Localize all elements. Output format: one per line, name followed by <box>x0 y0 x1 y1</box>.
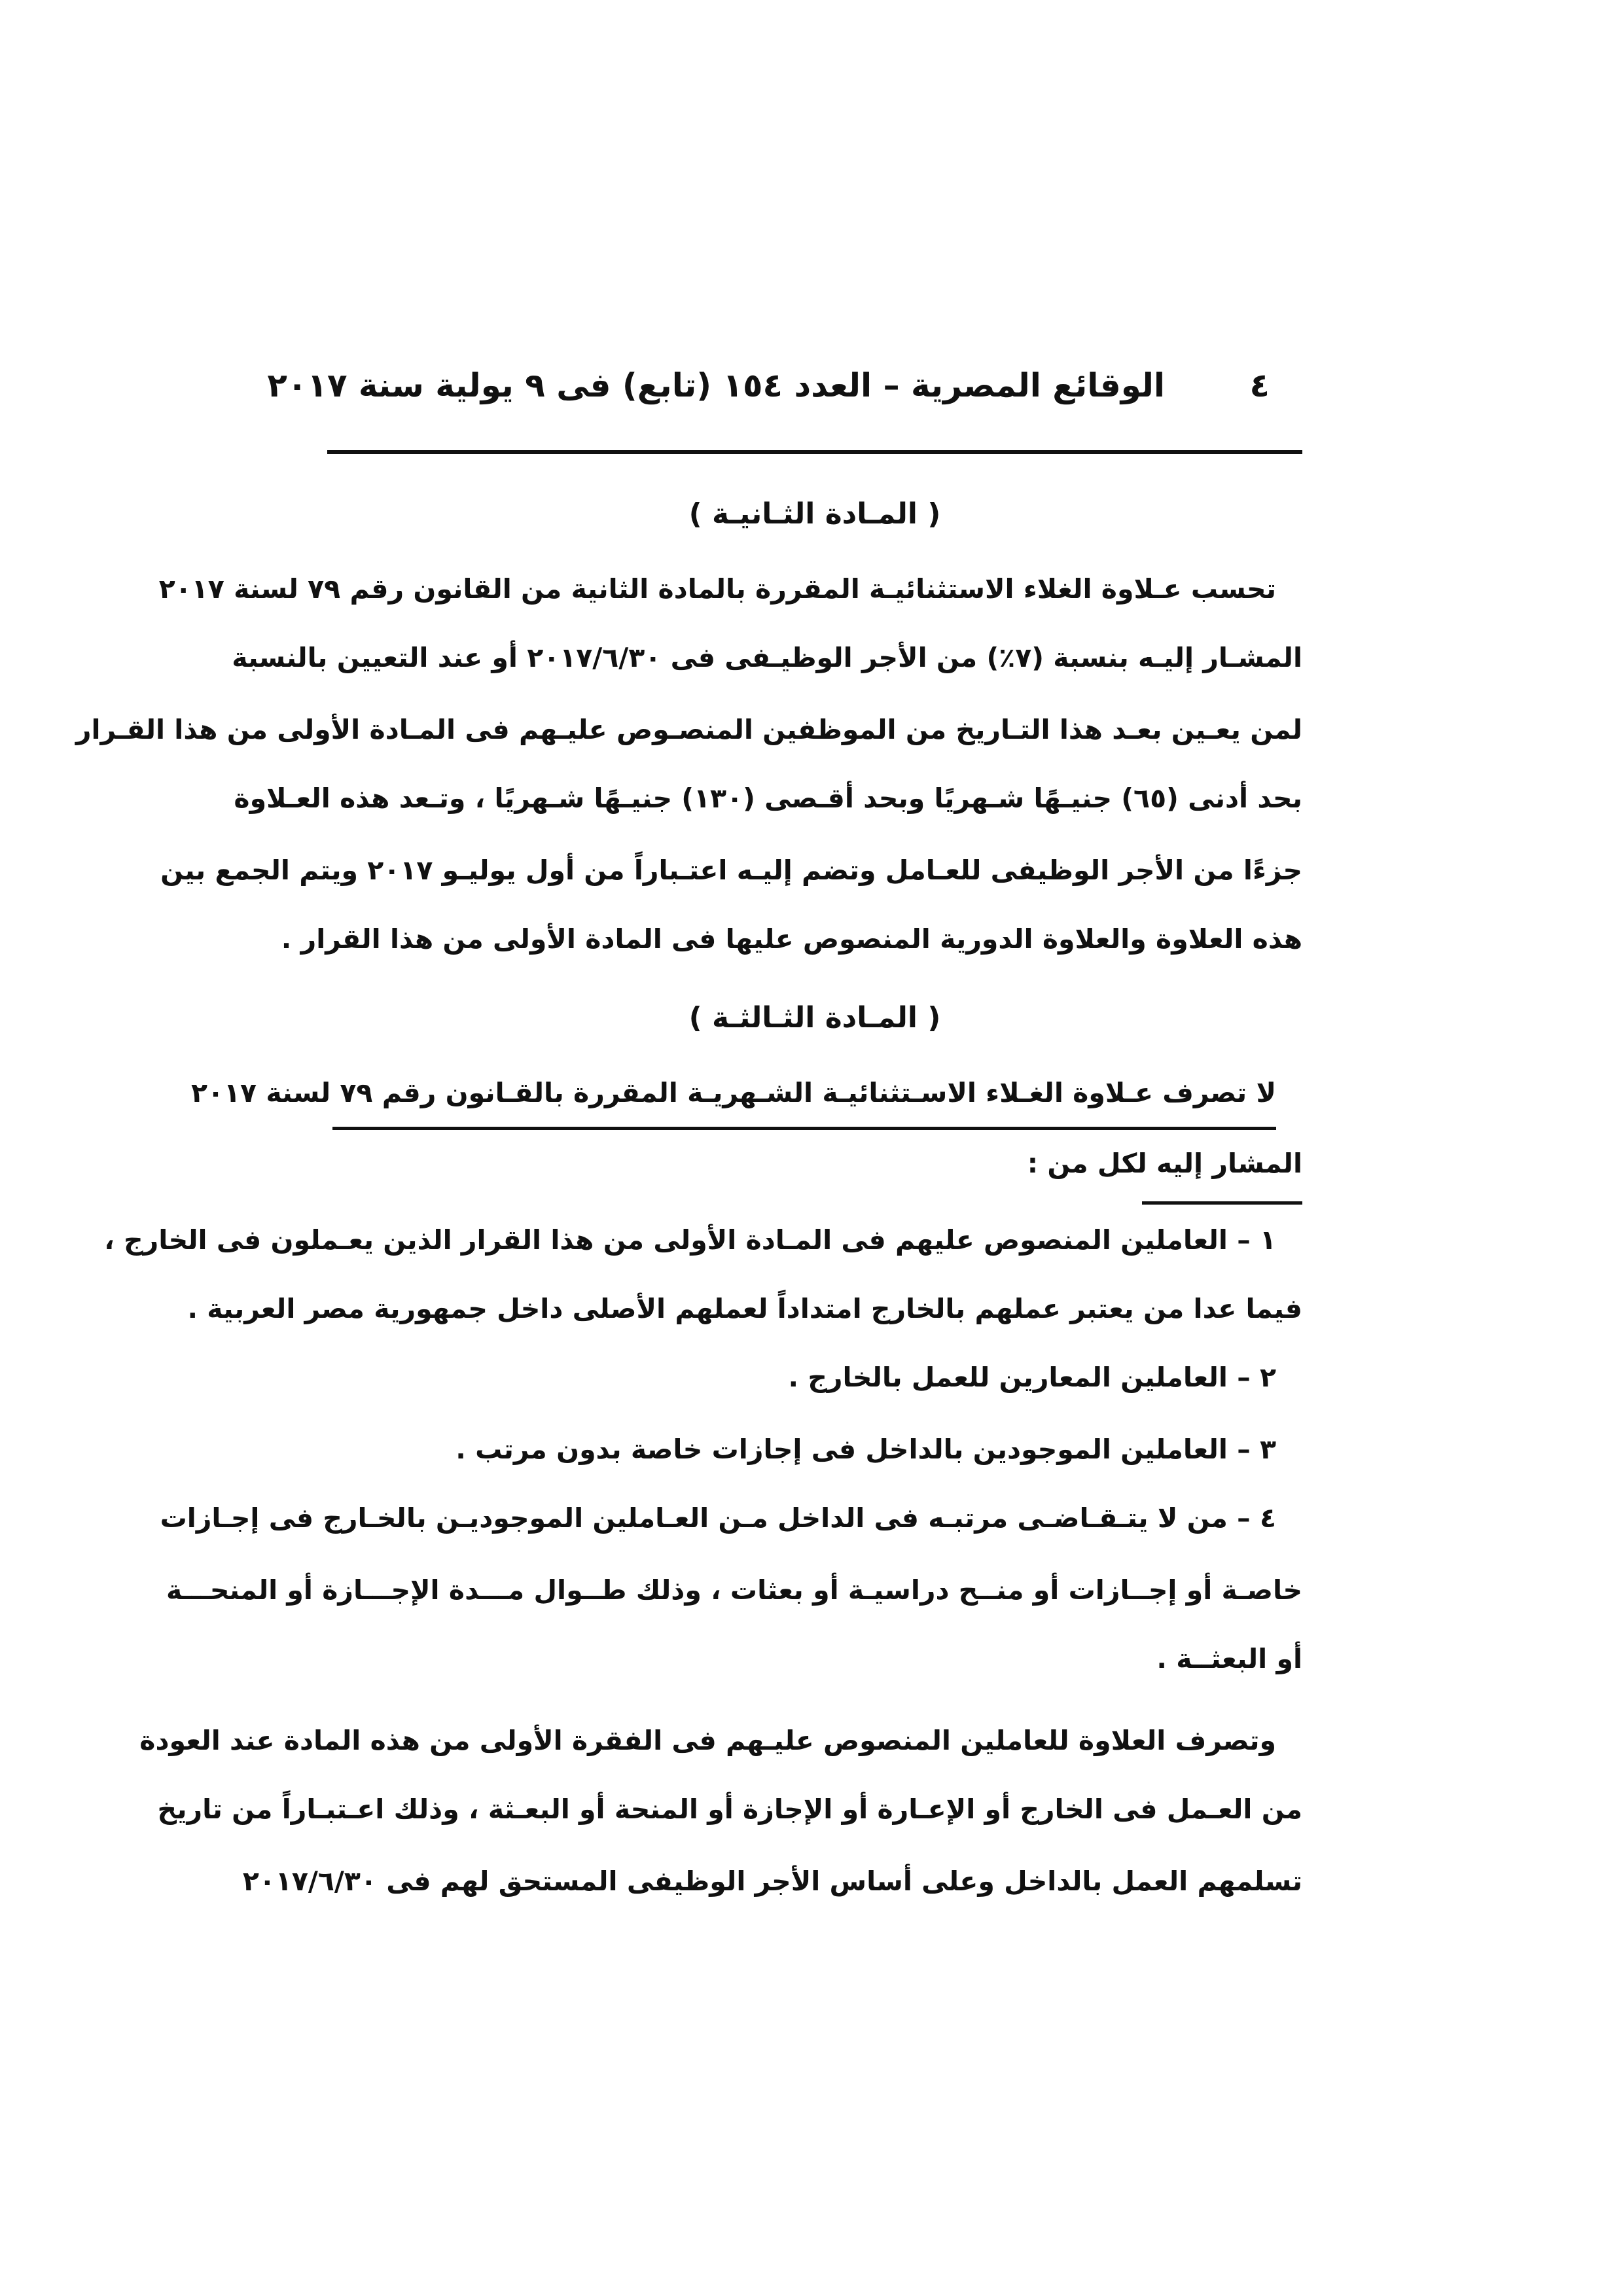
closing-line: وتصرف العلاوة للعاملين المنصوص عليـهم فى الفقرة الأولى من هذه المادة عند العودة <box>139 1725 1276 1756</box>
intro-underline <box>332 1127 1276 1130</box>
closing-line: تسلمهم العمل بالداخل وعلى أساس الأجر الوظيفى المستحق لهم فى ٢٠١٧/٦/٣٠ <box>242 1865 1302 1897</box>
list-item-1-line: فيما عدا من يعتبر عملهم بالخارج امتداداً لعملهم الأصلى داخل جمهورية مصر العربية . <box>187 1293 1302 1324</box>
intro-underline <box>1142 1201 1302 1205</box>
list-item-4-line: ٤ – من لا يتـقـاضـى مرتبـه فى الداخل مـن العـاملين الموجوديـن بالخـارج فى إجـازات <box>160 1502 1276 1534</box>
article-2-line: تحسب عـلاوة الغلاء الاستثنائيـة المقررة بالمادة الثانية من القانون رقم ٧٩ لسنة ٢٠١٧ <box>158 573 1276 605</box>
article-2-title: ( المـادة الثـانيـة ) <box>688 497 941 531</box>
article-3-title: ( المـادة الثـالثـة ) <box>688 1001 941 1034</box>
header-title: الوقائع المصرية – العدد ١٥٤ (تابع) فى ٩ يولية سنة ٢٠١٧ <box>267 366 1165 404</box>
page-header <box>267 366 1302 419</box>
article-2-line: المشـار إليـه بنسبة (٧٪) من الأجر الوظيـفى فى ٢٠١٧/٦/٣٠ أو عند التعيين بالنسبة <box>232 642 1302 673</box>
gazette-page <box>75 0 1302 2296</box>
article-3-intro-line: لا تصرف عـلاوة الغـلاء الاسـتثنائيـة الشـهريـة المقررة بالقـانون رقم ٧٩ لسنة ٢٠١٧ <box>190 1077 1276 1108</box>
list-item-1-line: ١ – العاملين المنصوص عليهم فى المـادة الأولى من هذا القرار الذين يعـملون فى الخارج ، <box>104 1224 1276 1256</box>
article-2-line: هذه العلاوة والعلاوة الدورية المنصوص عليها فى المادة الأولى من هذا القرار . <box>281 923 1302 955</box>
list-item-4-line: أو البعثــة . <box>1156 1643 1302 1674</box>
article-3-intro-line: المشار إليه لكل من : <box>1027 1148 1302 1179</box>
article-2-line: لمن يعـين بعـد هذا التـاريخ من الموظفين المنصـوص عليـهم فى المـادة الأولى من هذا القـرار <box>75 714 1302 745</box>
list-item-3: ٣ – العاملين الموجودين بالداخل فى إجازات خاصة بدون مرتب . <box>455 1434 1276 1465</box>
page-number: ٤ <box>1249 366 1270 404</box>
list-item-4-line: خاصـة أو إجــازات أو منــح دراسيـة أو بعثات ، وذلك طــوال مـــدة الإجـــازة أو المنحـــة <box>166 1574 1302 1606</box>
article-2-line: جزءًا من الأجر الوظيفى للعـامل وتضم إليـه اعتـباراً من أول يوليـو ٢٠١٧ ويتم الجمع بين <box>160 855 1302 886</box>
list-item-2: ٢ – العاملين المعارين للعمل بالخارج . <box>788 1362 1276 1393</box>
article-2-line: بحد أدنى (٦٥) جنيـهًا شـهريًا وبحد أقـصى (١٣٠) جنيـهًا شـهريًا ، وتـعد هذه العـلاوة <box>234 783 1302 814</box>
header-rule <box>327 450 1302 454</box>
closing-line: من العـمل فى الخارج أو الإعـارة أو الإجازة أو المنحة أو البعـثة ، وذلك اعـتبـاراً من تاريخ <box>157 1793 1302 1825</box>
